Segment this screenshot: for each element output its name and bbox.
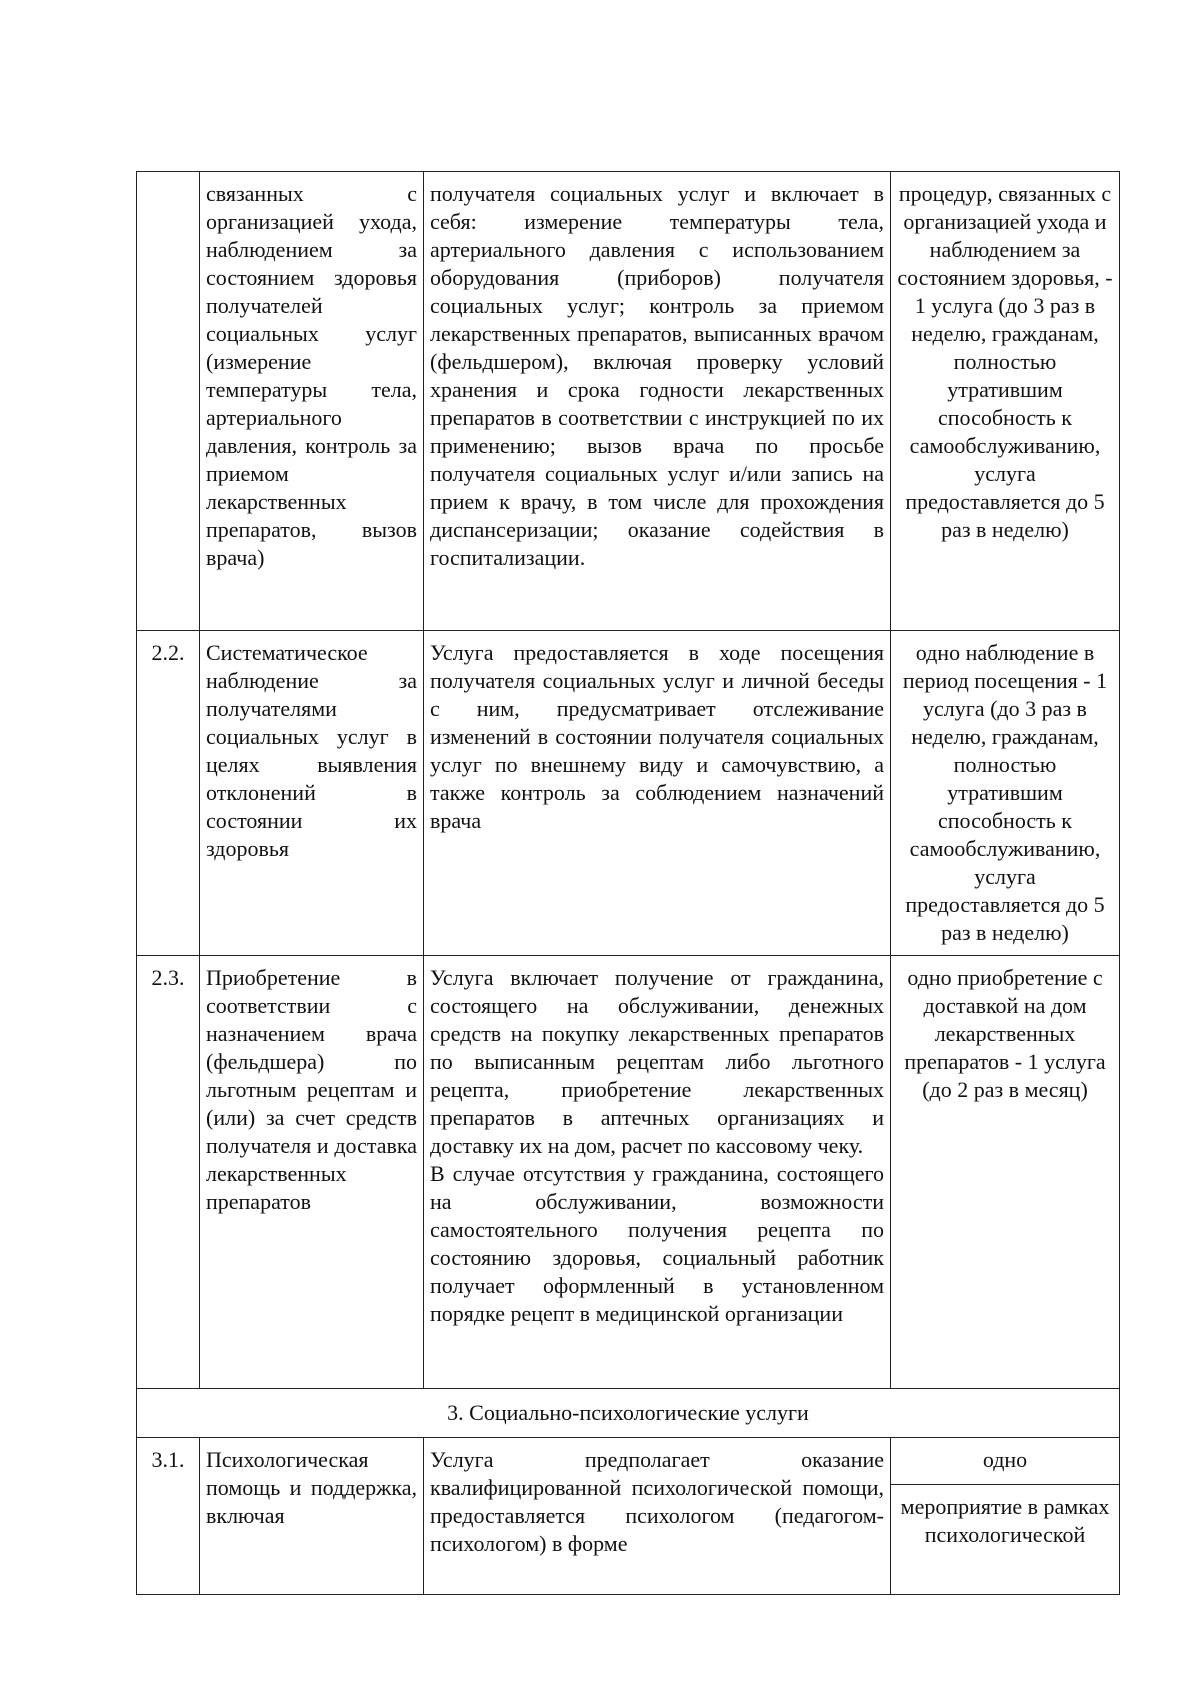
row-number: 3.1. xyxy=(137,1438,200,1595)
service-description: Услуга предоставляется в ходе посещения получателя социальных услуг и личной беседы с ним, предусматривает отслеживание изменений в состоянии получателя социальных услуг по внешнему виду и самочувствию, а также контроль за соблюдением назначений врача xyxy=(424,631,891,956)
services-table xyxy=(136,171,1120,1595)
row-number: 2.2. xyxy=(137,631,200,956)
section-title: 3. Социально-психологические услуги xyxy=(137,1389,1120,1438)
service-norm xyxy=(891,1438,1120,1595)
service-name: Систематическое наблюдение за получателями социальных услуг в целях выявления отклонений в состоянии их здоровья xyxy=(200,631,424,956)
service-norm: одно наблюдение в период посещения - 1 услуга (до 3 раз в неделю, гражданам, полностью утратившим способность к самообслуживанию, услуга предоставляется до 5 раз в неделю) xyxy=(891,631,1120,956)
table-row xyxy=(137,172,1120,631)
table-row xyxy=(137,1438,1120,1595)
service-name: Приобретение в соответствии с назначением врача (фельдшера) по льготным рецептам и (или) за счет средств получателя и доставка лекарственных препаратов xyxy=(200,956,424,1389)
service-name: связанных с организацией ухода, наблюдением за состоянием здоровья получателей социальных услуг (измерение температуры тела, артериального давления, контроль за приемом лекарственных препаратов, вызов врача) xyxy=(200,172,424,631)
description-paragraph: В случае отсутствия у гражданина, состоящего на обслуживании, возможности самостоятельного получения рецепта по состоянию здоровья, социальный работник получает оформленный в установленном порядке рецепт в медицинской организации xyxy=(430,1161,884,1326)
row-number: 2.3. xyxy=(137,956,200,1389)
table-row xyxy=(137,956,1120,1389)
section-row xyxy=(137,1389,1120,1438)
norm-bottom: мероприятие в рамках психологической xyxy=(900,1494,1110,1547)
table-row xyxy=(137,631,1120,956)
norm-top: одно xyxy=(891,1438,1119,1485)
service-description: Услуга предполагает оказание квалифицированной психологической помощи, предоставляется психологом (педагогом-психологом) в форме xyxy=(424,1438,891,1595)
service-norm: процедур, связанных с организацией ухода и наблюдением за состоянием здоровья, - 1 услуга (до 3 раз в неделю, гражданам, полностью утратившим способность к самообслуживанию, услуга предоставляется до 5 раз в неделю) xyxy=(891,172,1120,631)
row-number xyxy=(137,172,200,631)
service-norm: одно приобретение с доставкой на дом лекарственных препаратов - 1 услуга (до 2 раз в месяц) xyxy=(891,956,1120,1389)
service-name: Психологическая помощь и поддержка, включая xyxy=(200,1438,424,1595)
service-description xyxy=(424,956,891,1389)
description-paragraph: Услуга включает получение от гражданина, состоящего на обслуживании, денежных средств на покупку лекарственных препаратов по выписанным рецептам либо льготного рецепта, приобретение лекарственных препаратов в аптечных организациях и доставку их на дом, расчет по кассовому чеку. xyxy=(430,965,884,1158)
service-description: получателя социальных услуг и включает в себя: измерение температуры тела, артериального давления с использованием оборудования (приборов) получателя социальных услуг; контроль за приемом лекарственных препаратов, выписанных врачом (фельдшером), включая проверку условий хранения и срока годности лекарственных препаратов в соответствии с инструкцией по их применению; вызов врача по просьбе получателя социальных услуг и/или запись на прием к врачу, в том числе для прохождения диспансеризации; оказание содействия в госпитализации. xyxy=(424,172,891,631)
